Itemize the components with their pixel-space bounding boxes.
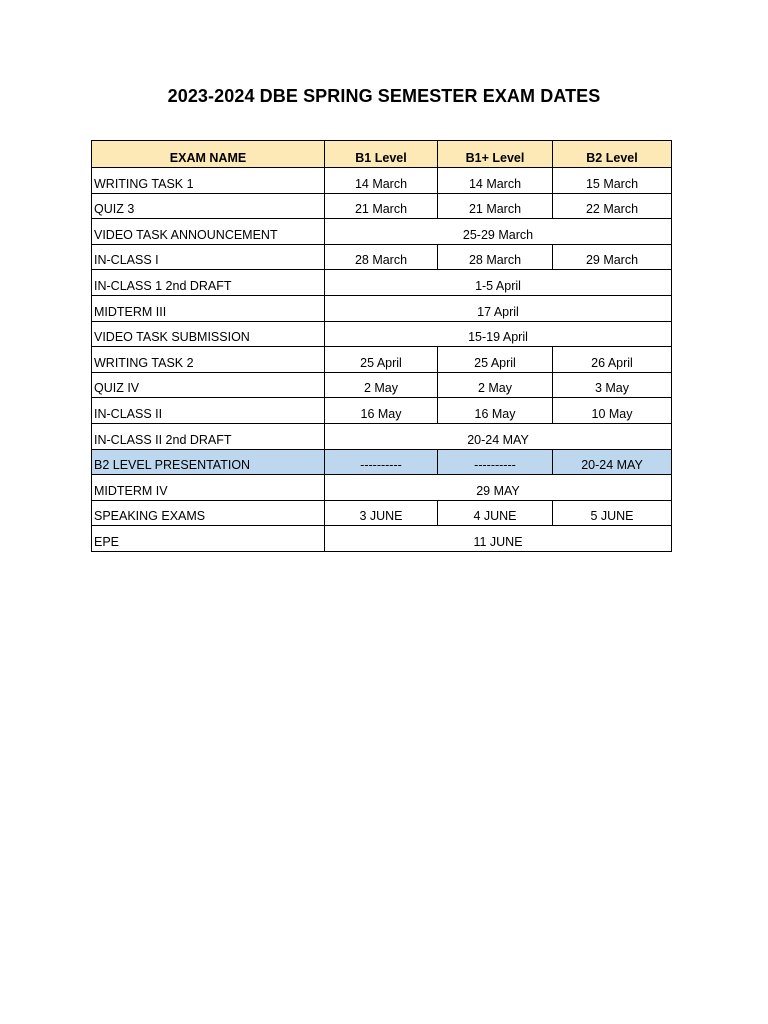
exam-name-cell: SPEAKING EXAMS [92, 500, 325, 526]
all-levels-date-cell: 29 MAY [325, 475, 672, 501]
table-row-highlighted [92, 449, 672, 475]
table-row [92, 526, 672, 552]
exam-name-cell: IN-CLASS I [92, 244, 325, 270]
b2-date-cell: 20-24 MAY [553, 449, 672, 475]
b1plus-date-cell: 25 April [438, 347, 553, 373]
b2-date-cell: 5 JUNE [553, 500, 672, 526]
exam-name-cell: WRITING TASK 1 [92, 168, 325, 194]
page-title: 2023-2024 DBE SPRING SEMESTER EXAM DATES [167, 86, 601, 106]
b2-date-cell: 22 March [553, 193, 672, 219]
b1plus-date-cell: 21 March [438, 193, 553, 219]
b2-date-cell: 15 March [553, 168, 672, 194]
exam-name-cell: QUIZ IV [92, 372, 325, 398]
b1-date-cell: 14 March [325, 168, 438, 194]
table-row [92, 423, 672, 449]
header-exam-name: EXAM NAME [92, 141, 325, 168]
all-levels-date-cell: 11 JUNE [325, 526, 672, 552]
b1-date-cell: 21 March [325, 193, 438, 219]
table-row [92, 270, 672, 296]
header-b1plus-level: B1+ Level [438, 141, 553, 168]
table-row [92, 500, 672, 526]
exam-name-cell: IN-CLASS 1 2nd DRAFT [92, 270, 325, 296]
table-row [92, 398, 672, 424]
all-levels-date-cell: 20-24 MAY [325, 423, 672, 449]
exam-name-cell: IN-CLASS II [92, 398, 325, 424]
table-row [92, 193, 672, 219]
exam-name-cell: WRITING TASK 2 [92, 347, 325, 373]
table-row [92, 295, 672, 321]
exam-dates-table [91, 140, 672, 552]
b2-date-cell: 10 May [553, 398, 672, 424]
b2-date-cell: 3 May [553, 372, 672, 398]
table-row [92, 244, 672, 270]
exam-name-cell: QUIZ 3 [92, 193, 325, 219]
header-b1-level: B1 Level [325, 141, 438, 168]
b1-date-cell: ---------- [325, 449, 438, 475]
exam-name-cell: MIDTERM III [92, 295, 325, 321]
b1-date-cell: 2 May [325, 372, 438, 398]
table-row [92, 168, 672, 194]
b1-date-cell: 25 April [325, 347, 438, 373]
b1-date-cell: 16 May [325, 398, 438, 424]
exam-name-cell: MIDTERM IV [92, 475, 325, 501]
all-levels-date-cell: 17 April [325, 295, 672, 321]
b1plus-date-cell: 2 May [438, 372, 553, 398]
exam-name-cell: EPE [92, 526, 325, 552]
all-levels-date-cell: 1-5 April [325, 270, 672, 296]
b2-date-cell: 29 March [553, 244, 672, 270]
b1-date-cell: 3 JUNE [325, 500, 438, 526]
all-levels-date-cell: 15-19 April [325, 321, 672, 347]
all-levels-date-cell: 25-29 March [325, 219, 672, 245]
b1plus-date-cell: 4 JUNE [438, 500, 553, 526]
table-row [92, 347, 672, 373]
header-b2-level: B2 Level [553, 141, 672, 168]
b2-date-cell: 26 April [553, 347, 672, 373]
b1plus-date-cell: 28 March [438, 244, 553, 270]
exam-name-cell: VIDEO TASK SUBMISSION [92, 321, 325, 347]
table-header-row [92, 141, 672, 168]
table-row [92, 219, 672, 245]
b1-date-cell: 28 March [325, 244, 438, 270]
exam-name-cell: B2 LEVEL PRESENTATION [92, 449, 325, 475]
table-row [92, 475, 672, 501]
exam-name-cell: VIDEO TASK ANNOUNCEMENT [92, 219, 325, 245]
b1plus-date-cell: 14 March [438, 168, 553, 194]
table-row [92, 372, 672, 398]
b1plus-date-cell: 16 May [438, 398, 553, 424]
exam-name-cell: IN-CLASS II 2nd DRAFT [92, 423, 325, 449]
table-row [92, 321, 672, 347]
b1plus-date-cell: ---------- [438, 449, 553, 475]
